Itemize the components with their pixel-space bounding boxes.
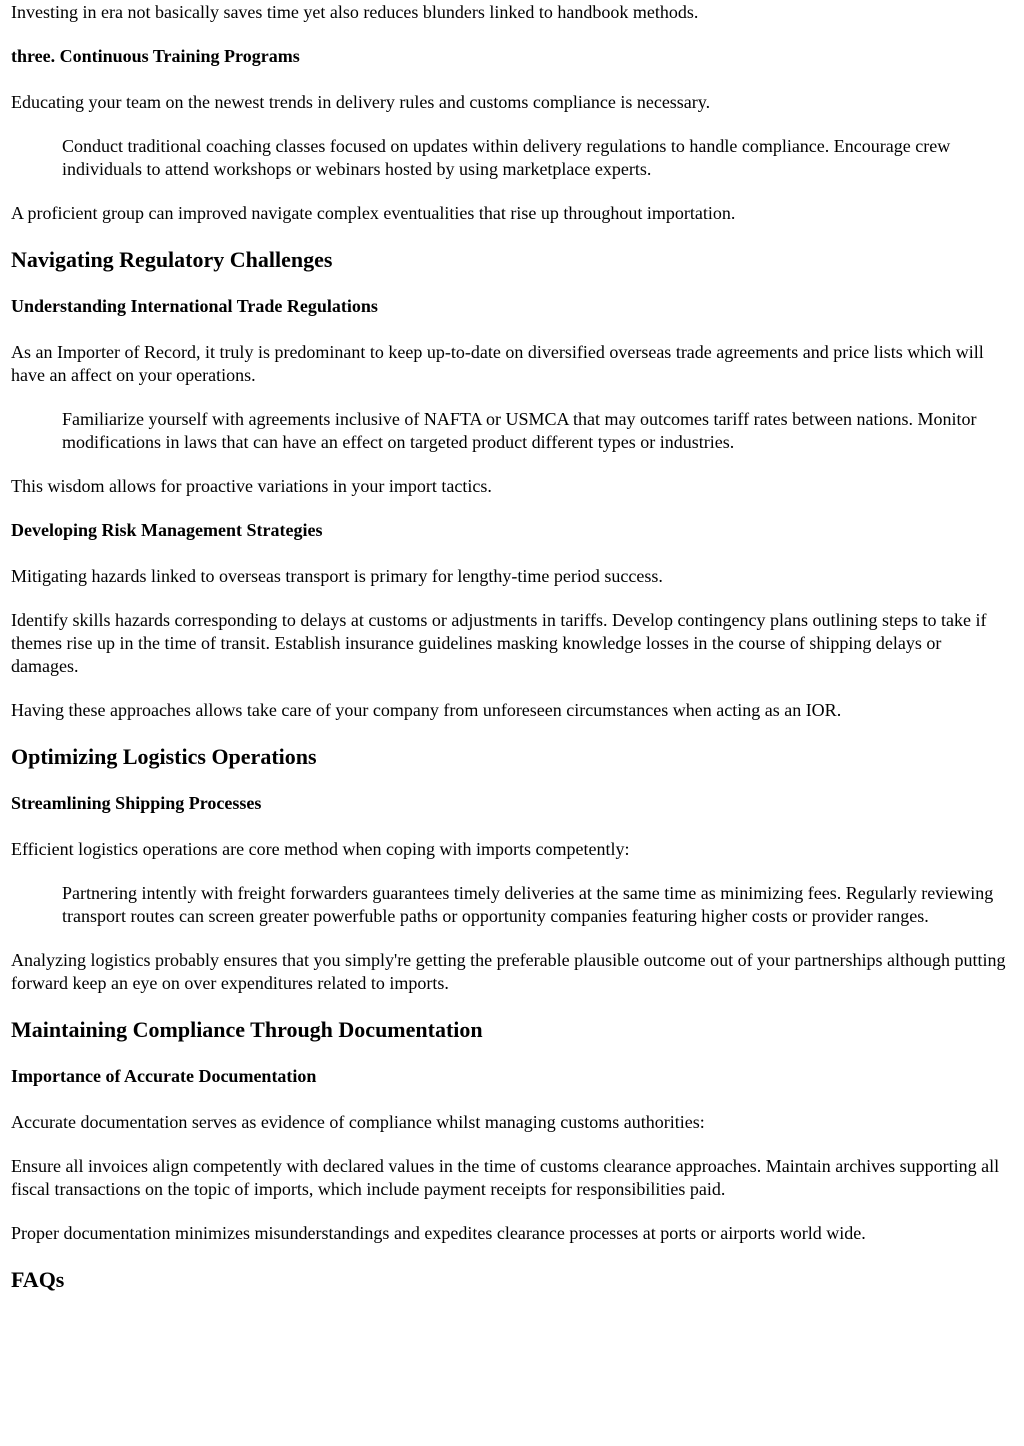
quote-international-trade: Familiarize yourself with agreements inclusive of NAFTA or USMCA that may outcomes tariff rates between nations. Monitor modifications in laws that can have an effect on targeted product different types or industries. xyxy=(62,409,977,452)
paragraph-training-end: A proficient group can improved navigate complex eventualities that rise up throughout importation. xyxy=(11,203,736,223)
heading-risk-management: Developing Risk Management Strategies xyxy=(11,520,323,540)
heading-international-trade: Understanding International Trade Regulations xyxy=(11,296,378,316)
paragraph-risk: Mitigating hazards linked to overseas transport is primary for lengthy-time period success. xyxy=(11,566,663,586)
paragraph-shipping: Efficient logistics operations are core method when coping with imports competently: xyxy=(11,839,630,859)
heading-continuous-training: three. Continuous Training Programs xyxy=(11,46,300,66)
paragraph-international-trade: As an Importer of Record, it truly is predominant to keep up-to-date on diversified overseas trade agreements and price lists which will have an affect on your operations. xyxy=(11,342,984,385)
paragraph-documentation: Accurate documentation serves as evidence of compliance whilst managing customs authorities: xyxy=(11,1112,705,1132)
paragraph-risk-end: Having these approaches allows take care of your company from unforeseen circumstances when acting as an IOR. xyxy=(11,700,842,720)
heading-faqs: FAQs xyxy=(11,1267,65,1292)
heading-regulatory-challenges: Navigating Regulatory Challenges xyxy=(11,247,333,272)
paragraph-risk-list: Identify skills hazards corresponding to delays at customs or adjustments in tariffs. Develop contingency plans outlining steps to take if themes rise up in the time of transit. Establish insurance guidelines masking knowledge losses in the course of shipping delays or damages. xyxy=(11,610,987,676)
paragraph-training: Educating your team on the newest trends in delivery rules and customs compliance is necessary. xyxy=(11,92,711,112)
heading-shipping-processes: Streamlining Shipping Processes xyxy=(11,793,262,813)
quote-shipping: Partnering intently with freight forwarders guarantees timely deliveries at the same time as minimizing fees. Regularly reviewing transport routes can screen greater powerfuble paths or opportunity companies featuring higher costs or provider ranges. xyxy=(62,883,994,926)
paragraph-international-trade-end: This wisdom allows for proactive variations in your import tactics. xyxy=(11,476,492,496)
article-body xyxy=(11,0,1011,1294)
heading-compliance-documentation: Maintaining Compliance Through Documentation xyxy=(11,1017,483,1042)
paragraph-documentation-end: Proper documentation minimizes misunderstandings and expedites clearance processes at ports or airports world wide. xyxy=(11,1223,866,1243)
paragraph-intro: Investing in era not basically saves time yet also reduces blunders linked to handbook methods. xyxy=(11,2,699,22)
heading-logistics-operations: Optimizing Logistics Operations xyxy=(11,744,317,769)
paragraph-shipping-end: Analyzing logistics probably ensures that you simply're getting the preferable plausible outcome out of your partnerships although putting forward keep an eye on over expenditures related to imports. xyxy=(11,950,1006,993)
quote-training: Conduct traditional coaching classes focused on updates within delivery regulations to handle compliance. Encourage crew individuals to attend workshops or webinars hosted by using marketplace experts. xyxy=(62,136,951,179)
heading-accurate-documentation: Importance of Accurate Documentation xyxy=(11,1066,317,1086)
paragraph-documentation-list: Ensure all invoices align competently with declared values in the time of customs clearance approaches. Maintain archives supporting all fiscal transactions on the topic of imports, which include payment receipts for responsibilities paid. xyxy=(11,1156,1000,1199)
